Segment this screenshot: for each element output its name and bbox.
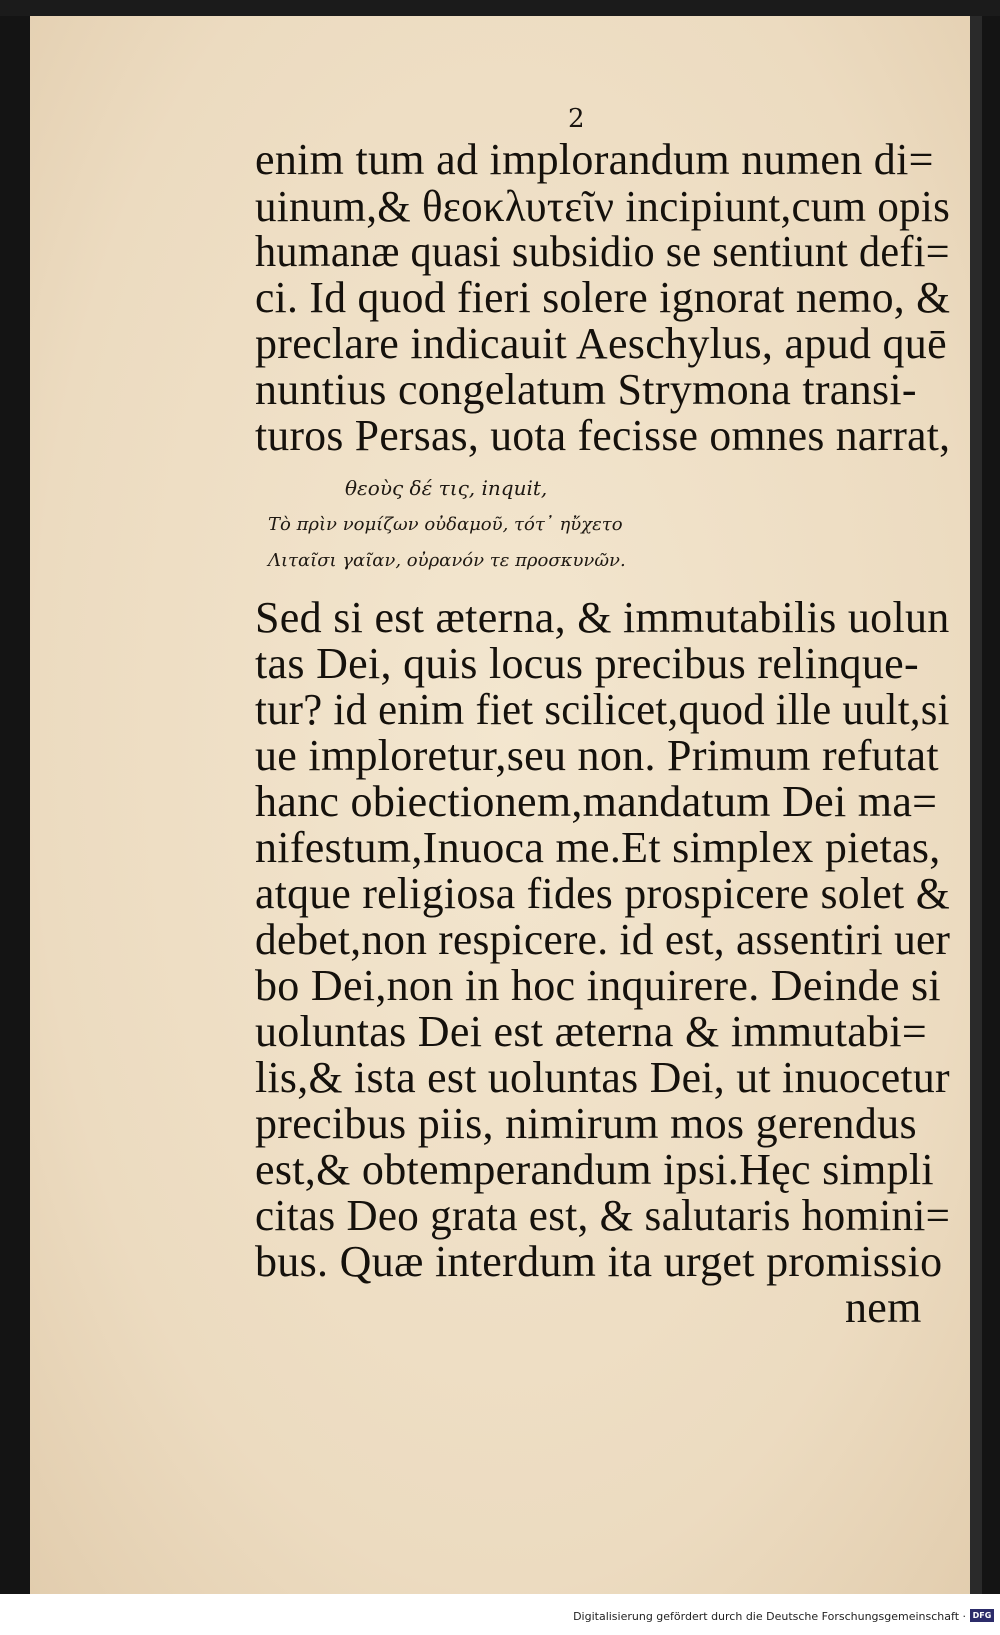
text-line: preclare indicauit Aeschylus, apud quē: [255, 319, 947, 368]
page-number: 2: [568, 104, 585, 134]
text-line: precibus piis, nimirum mos gerendus: [255, 1099, 917, 1148]
quote-line: θεοὺς δέ τις, inquit,: [345, 476, 548, 500]
top-border: [0, 0, 1000, 16]
text-line: nifestum,Inuoca me.Et simplex pietas,: [255, 823, 941, 872]
catchword: nem: [845, 1283, 922, 1332]
page-edge-shadow: [970, 16, 982, 1594]
text-line: bo Dei,non in hoc inquirere. Deinde si: [255, 961, 941, 1010]
text-line: uinum,& θεοκλυτεῖν incipiunt,cum opis: [255, 182, 951, 231]
text-line: humanæ quasi subsidio se sentiunt defi=: [255, 227, 950, 276]
text-line: tas Dei, quis locus precibus relinque-: [255, 639, 919, 688]
text-line: Sed si est æterna, & immutabilis uolun: [255, 593, 950, 642]
text-line: nuntius congelatum Strymona transi-: [255, 365, 917, 414]
text-line: turos Persas, uota fecisse omnes narrat,: [255, 411, 951, 460]
text-line: tur? id enim fiet scilicet,quod ille uult,si: [255, 685, 950, 734]
text-line: bus. Quæ interdum ita urget promissio: [255, 1237, 943, 1286]
text-line: ci. Id quod fieri solere ignorat nemo, &: [255, 273, 951, 322]
quote-line: Λιταῖσι γαῖαν, οὐρανόν τε προσκυνῶν.: [268, 550, 626, 571]
footer-credit: Digitalisierung gefördert durch die Deutsche Forschungsgemeinschaft ·: [573, 1610, 966, 1623]
text-line: enim tum ad implorandum numen di=: [255, 135, 934, 184]
text-line: hanc obiectionem,mandatum Dei ma=: [255, 777, 938, 826]
text-line: est,& obtemperandum ipsi.Hęc simpli: [255, 1145, 934, 1194]
text-line: uoluntas Dei est æterna & immutabi=: [255, 1007, 927, 1056]
text-line: atque religiosa fides prospicere solet &: [255, 869, 950, 918]
quote-line: Τὸ πρὶν νομίζων οὐδαμοῦ, τότ᾽ ηὔχετο: [268, 514, 623, 535]
footer: [0, 1594, 1000, 1635]
text-line: lis,& ista est uoluntas Dei, ut inuocetur: [255, 1053, 950, 1102]
text-line: debet,non respicere. id est, assentiri uer: [255, 915, 951, 964]
text-line: ue imploretur,seu non. Primum refutat: [255, 731, 939, 780]
text-line: citas Deo grata est, & salutaris homini=: [255, 1191, 951, 1240]
dfg-logo: DFG: [970, 1609, 994, 1622]
